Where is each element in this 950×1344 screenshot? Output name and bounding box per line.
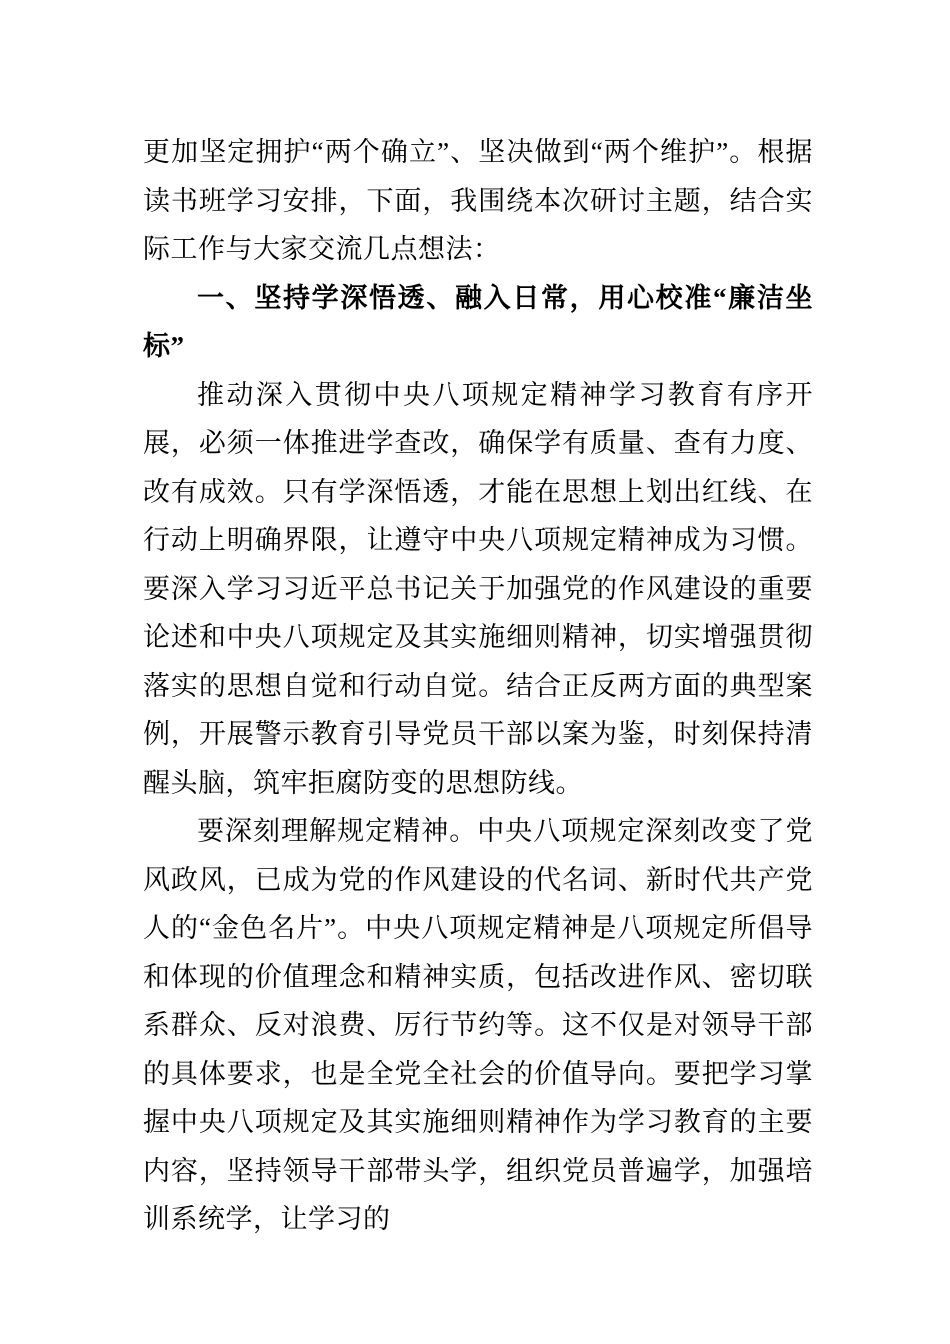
body-paragraph: 推动深入贯彻中央八项规定精神学习教育有序开展，必须一体推进学查改，确保学有质量、查有力度、改有成效。只有学深悟透，才能在思想上划出红线、在行动上明确界限，让遵守中央八项规定精神成为习惯。要深入学习习近平总书记关于加强党的作风建设的重要论述和中央八项规定及其实施细则精神，切实增强贯彻落实的思想自觉和行动自觉。结合正反两方面的典型案例，开展警示教育引导党员干部以案为鉴，时刻保持清醒头脑，筑牢拒腐防变的思想防线。 [143, 379, 813, 798]
body-paragraph: 要深刻理解规定精神。中央八项规定深刻改变了党风政风，已成为党的作风建设的代名词、新时代共产党人的“金色名片”。中央八项规定精神是八项规定所倡导和体现的价值理念和精神实质，包括改进作风、密切联系群众、反对浪费、厉行节约等。这不仅是对领导干部的具体要求，也是全党全社会的价值导向。要把学习掌握中央八项规定及其实施细则精神作为学习教育的主要内容，坚持领导干部带头学，组织党员普遍学，加强培训系统学，让学习的 [143, 816, 813, 1234]
section-heading: 一、坚持学深悟透、融入日常，用心校准“廉洁坐标” [143, 282, 813, 361]
document-content [143, 128, 813, 1244]
body-paragraph: 更加坚定拥护“两个确立”、坚决做到“两个维护”。根据读书班学习安排，下面，我围绕本次研讨主题，结合实际工作与大家交流几点想法： [143, 137, 813, 264]
